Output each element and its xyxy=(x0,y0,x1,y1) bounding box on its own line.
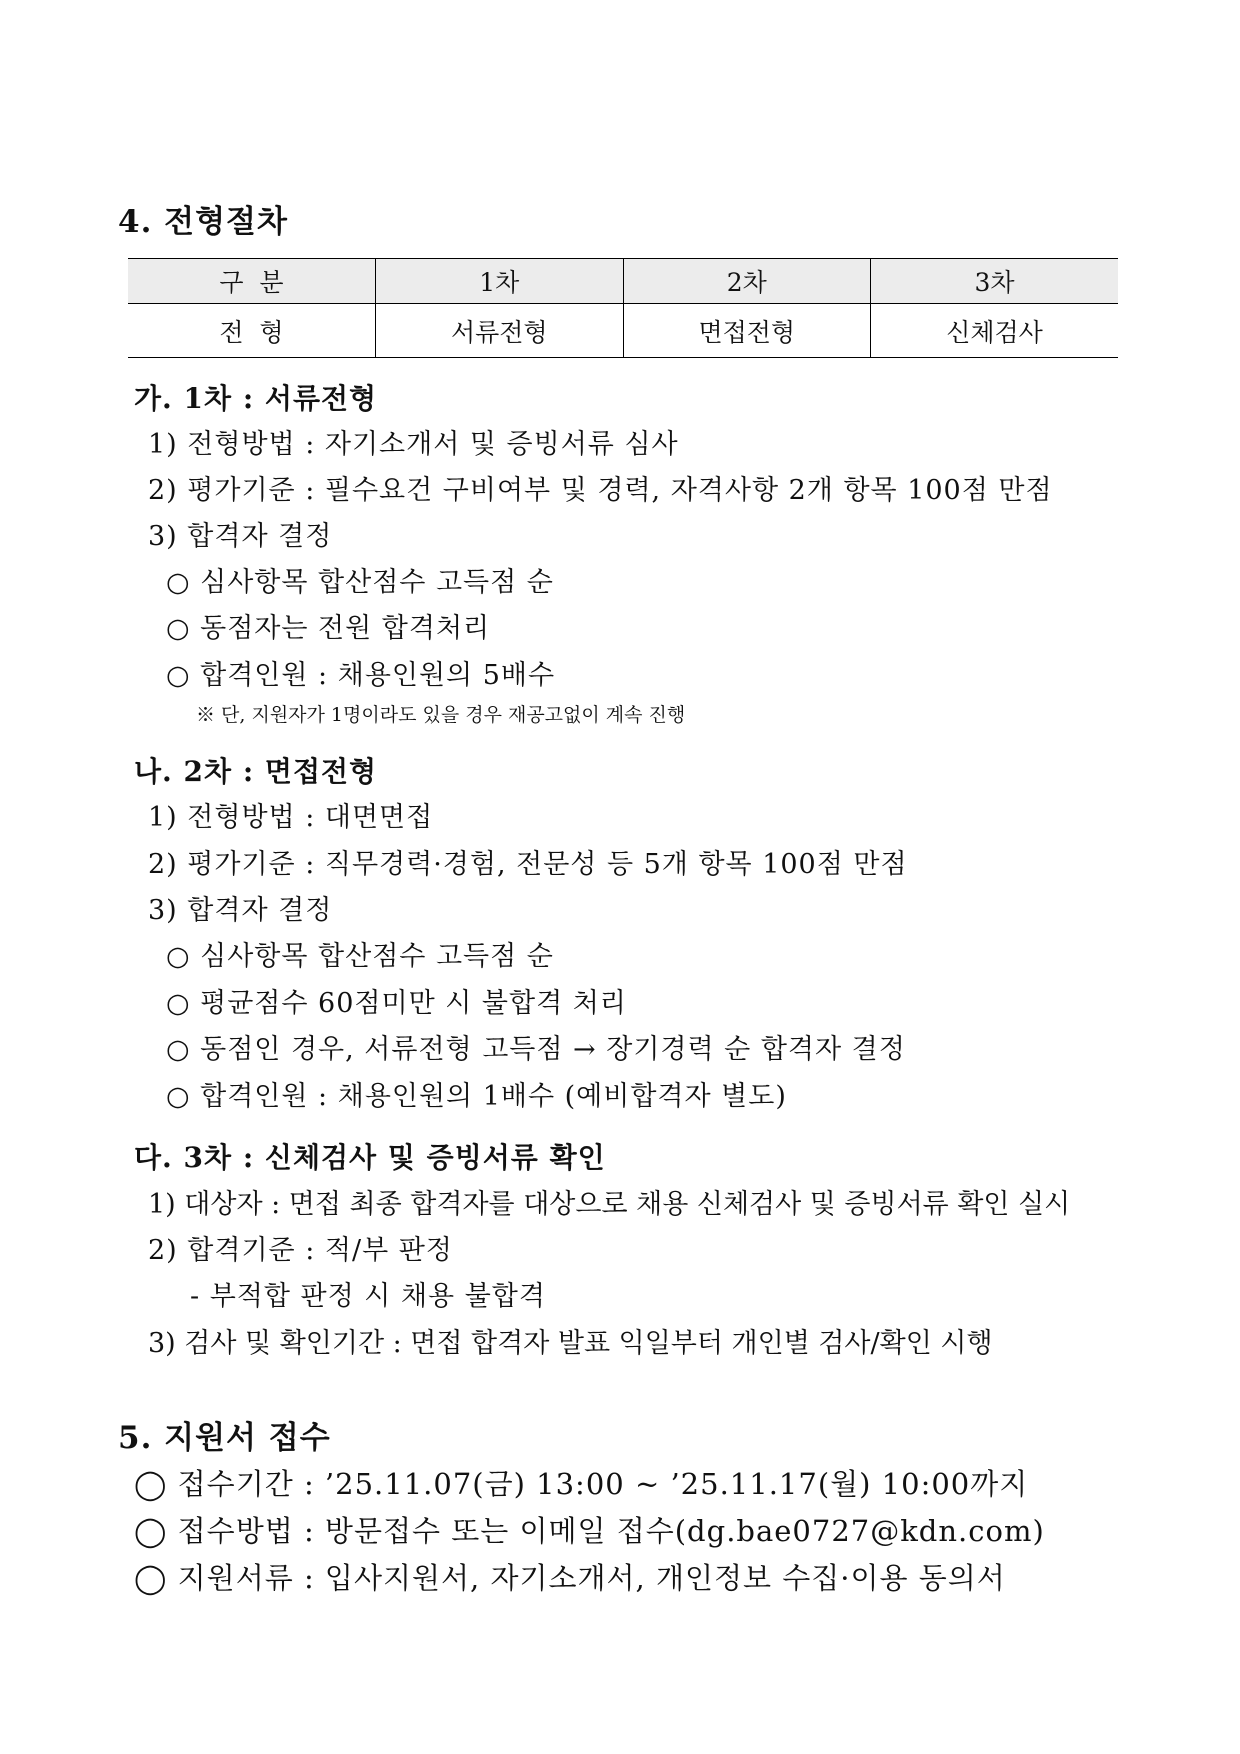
section-4-title: 4. 전형절차 xyxy=(118,204,288,240)
table-cell-stage2: 면접전형 xyxy=(623,304,871,358)
ga-item-3: 3) 합격자 결정 xyxy=(148,521,333,552)
ga-item-1: 1) 전형방법 : 자기소개서 및 증빙서류 심사 xyxy=(148,429,679,460)
na-bullet-1: ○ 심사항목 합산점수 고득점 순 xyxy=(166,941,554,972)
na-bullet-4: ○ 합격인원 : 채용인원의 1배수 (예비합격자 별도) xyxy=(166,1081,787,1112)
table-cell-label: 전 형 xyxy=(128,304,376,358)
application-period: ◯ 접수기간 : ’25.11.07(금) 13:00 ~ ’25.11.17(월) 10:00까지 xyxy=(134,1467,1029,1501)
na-bullet-2: ○ 평균점수 60점미만 시 불합격 처리 xyxy=(166,988,627,1019)
da-item-2: 2) 합격기준 : 적/부 판정 xyxy=(148,1235,453,1266)
ga-bullet-1: ○ 심사항목 합산점수 고득점 순 xyxy=(166,567,554,598)
na-item-2: 2) 평가기준 : 직무경력·경험, 전문성 등 5개 항목 100점 만점 xyxy=(148,849,908,880)
subsection-da-heading: 다. 3차 : 신체검사 및 증빙서류 확인 xyxy=(134,1141,606,1174)
na-item-1: 1) 전형방법 : 대면면접 xyxy=(148,802,434,833)
procedure-table xyxy=(128,258,1118,358)
table-header-stage1: 1차 xyxy=(376,259,624,304)
da-item-3: 3) 검사 및 확인기간 : 면접 합격자 발표 익일부터 개인별 검사/확인 시행 xyxy=(148,1328,993,1359)
ga-item-2: 2) 평가기준 : 필수요건 구비여부 및 경력, 자격사항 2개 항목 100점 만점 xyxy=(148,475,1053,506)
table-row xyxy=(128,304,1118,358)
da-item-1: 1) 대상자 : 면접 최종 합격자를 대상으로 채용 신체검사 및 증빙서류 확인 실시 xyxy=(148,1189,1071,1220)
ga-bullet-2: ○ 동점자는 전원 합격처리 xyxy=(166,613,491,644)
table-header-row xyxy=(128,259,1118,304)
table-header-stage3: 3차 xyxy=(974,268,1015,297)
na-bullet-3: ○ 동점인 경우, 서류전형 고득점 → 장기경력 순 합격자 결정 xyxy=(166,1034,906,1065)
da-item-2-detail: - 부적합 판정 시 채용 불합격 xyxy=(190,1281,546,1312)
ga-bullet-3: ○ 합격인원 : 채용인원의 5배수 xyxy=(166,660,556,691)
section-5-title: 5. 지원서 접수 xyxy=(118,1420,331,1456)
ga-note: ※ 단, 지원자가 1명이라도 있을 경우 재공고없이 계속 진행 xyxy=(196,704,686,726)
na-item-3: 3) 합격자 결정 xyxy=(148,895,333,926)
subsection-na-heading: 나. 2차 : 면접전형 xyxy=(134,755,378,788)
application-method: ◯ 접수방법 : 방문접수 또는 이메일 접수(dg.bae0727@kdn.com) xyxy=(134,1514,1045,1548)
application-documents: ◯ 지원서류 : 입사지원서, 자기소개서, 개인정보 수집·이용 동의서 xyxy=(134,1561,1006,1595)
subsection-ga-heading: 가. 1차 : 서류전형 xyxy=(134,382,378,415)
table-cell-stage3: 신체검사 xyxy=(871,304,1119,358)
table-header-stage2: 2차 xyxy=(623,259,871,304)
table-header-category: 구 분 xyxy=(128,259,376,304)
table-cell-stage1: 서류전형 xyxy=(376,304,624,358)
